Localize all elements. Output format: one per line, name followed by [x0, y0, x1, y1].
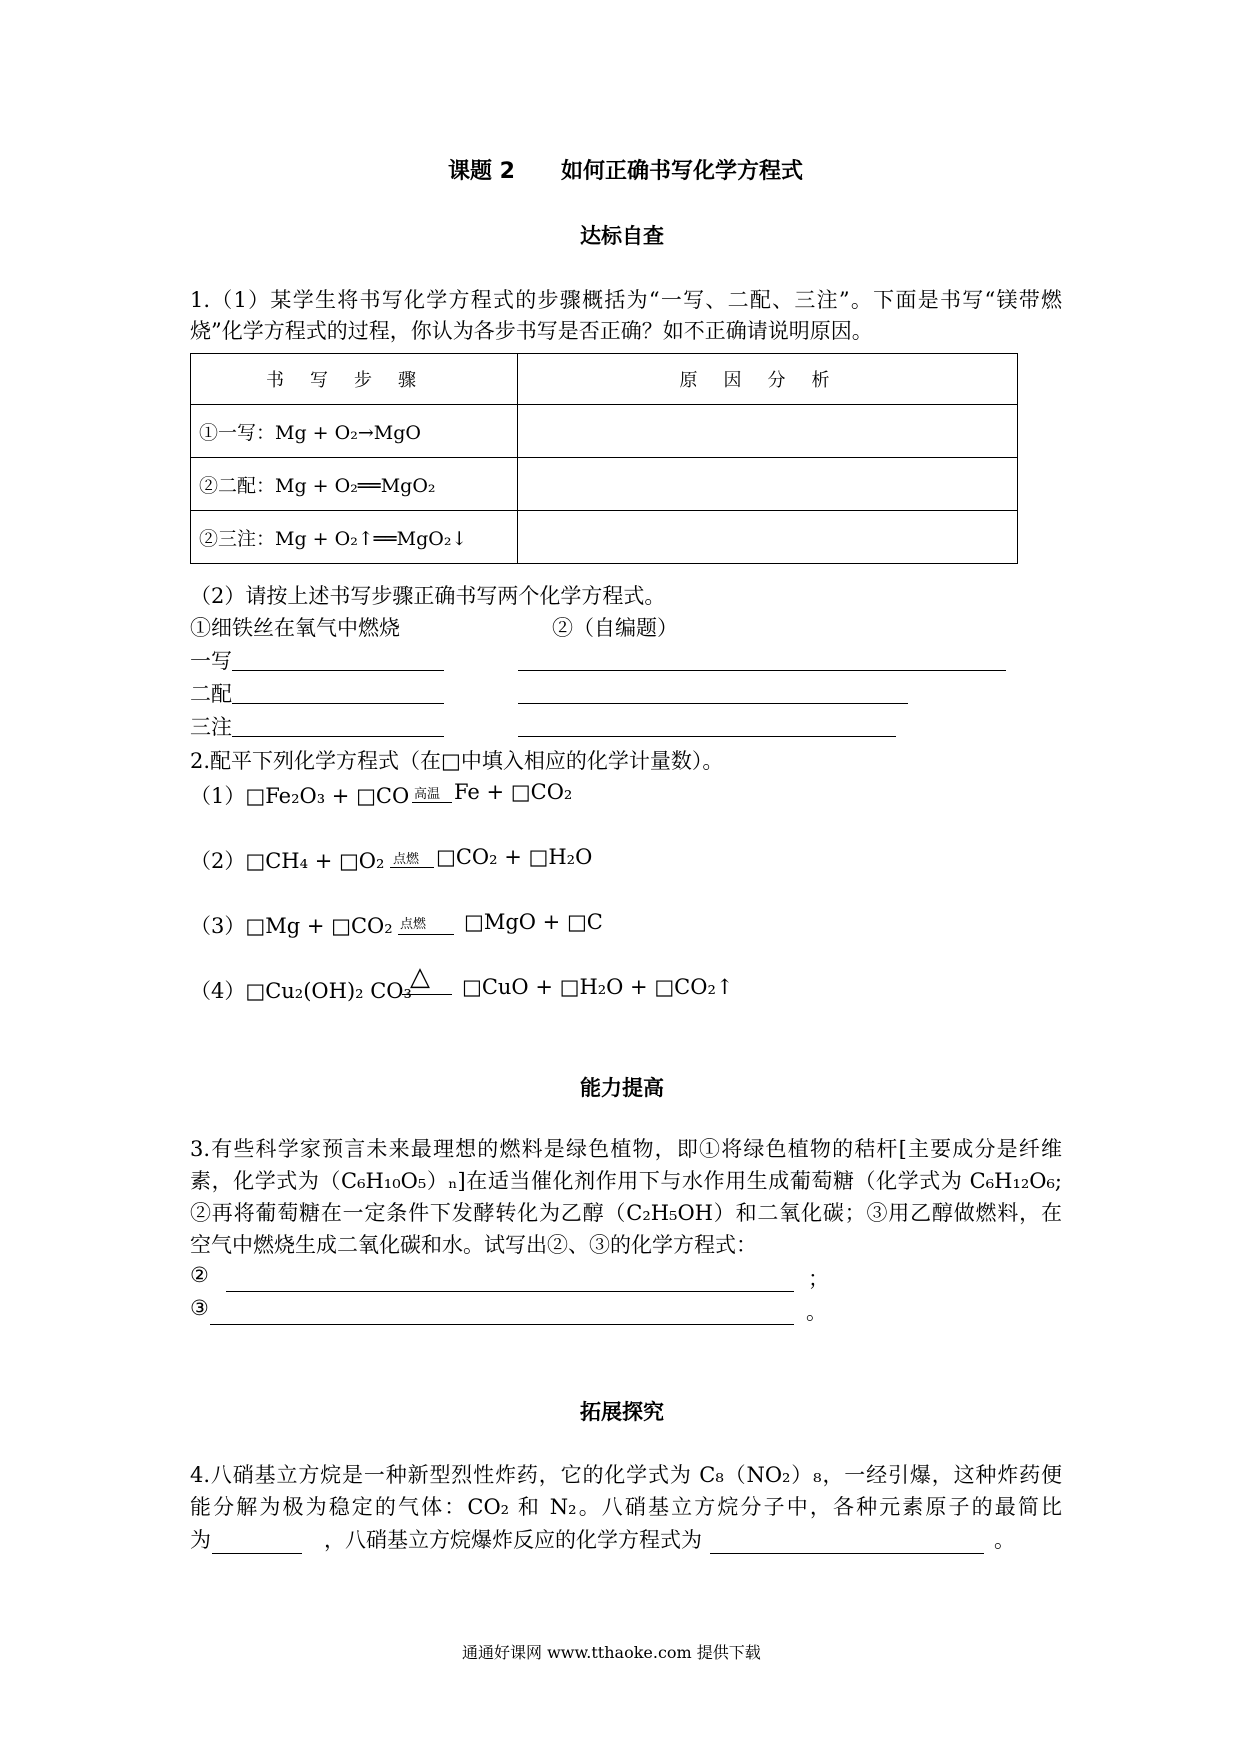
footer-text: 通通好课网 www.tthaoke.com 提供下载 [462, 1643, 761, 1662]
step-label: ②二配： [199, 474, 276, 497]
answer-line[interactable] [232, 736, 444, 737]
header-steps: 书写步骤 [191, 354, 518, 405]
reaction-arrow [390, 867, 434, 868]
equation-number: （1） [190, 784, 246, 808]
step-cell [191, 458, 518, 511]
equation-row [190, 910, 393, 940]
q1-line-1: 1.（1）某学生将书写化学方程式的步骤概括为“一写、二配、三注”。下面是书写“镁带燃 [190, 288, 1062, 312]
equation-number: （2） [190, 849, 246, 873]
q3-answer-3-end: 。 [806, 1300, 827, 1324]
answer-line[interactable] [212, 1553, 302, 1554]
q2-intro: 2.配平下列化学方程式（在□中填入相应的化学计量数）。 [190, 749, 724, 773]
header-analysis: 原因分析 [518, 354, 1018, 405]
step-equation: Mg + O₂══MgO₂ [275, 474, 436, 497]
q4-line-1: 4.八硝基立方烷是一种新型烈性炸药，它的化学式为 C₈（NO₂）₈，一经引爆，这种炸药便 [190, 1463, 1062, 1487]
analysis-cell[interactable] [518, 511, 1018, 564]
q3-answer-3-label: ③ [190, 1296, 209, 1320]
blank-label-annotate: 三注 [190, 715, 232, 739]
table-header-row [191, 354, 1018, 405]
q4-line-3-end: 。 [994, 1528, 1015, 1552]
equation-number: （3） [190, 914, 246, 938]
table-row [191, 458, 1018, 511]
equation-row [190, 780, 409, 810]
equation-row [190, 975, 412, 1005]
q1-sub-2: ②（自编题） [552, 616, 678, 640]
answer-line[interactable] [710, 1553, 984, 1554]
equation-right: □MgO + □C [464, 910, 603, 934]
equation-right: □CuO + □H₂O + □CO₂↑ [462, 975, 734, 999]
section-heading-extension: 拓展探究 [580, 1400, 664, 1424]
q1-line-2: 烧”化学方程式的过程，你认为各步书写是否正确？如不正确请说明原因。 [190, 319, 873, 343]
equation-right: □CO₂ + □H₂O [436, 845, 593, 869]
q3-line-1: 3.有些科学家预言未来最理想的燃料是绿色植物，即①将绿色植物的秸杆[主要成分是纤维 [190, 1137, 1062, 1161]
table-row [191, 511, 1018, 564]
analysis-cell[interactable] [518, 458, 1018, 511]
q3-answer-2-end: ； [808, 1267, 829, 1291]
heat-condition: △ [410, 962, 430, 992]
blank-label-balance: 二配 [190, 682, 232, 706]
q3-answer-2-label: ② [190, 1263, 209, 1287]
analysis-cell[interactable] [518, 405, 1018, 458]
answer-line[interactable] [518, 703, 908, 704]
section-heading-self-check: 达标自查 [580, 224, 664, 248]
q4-line-3-middle: ，八硝基立方烷爆炸反应的化学方程式为 [324, 1528, 702, 1552]
section-heading-ability: 能力提高 [580, 1076, 664, 1100]
equation-number: （4） [190, 979, 246, 1003]
reaction-condition: 点燃 [400, 917, 427, 932]
q3-line-3: ②再将葡萄糖在一定条件下发酵转化为乙醇（C₂H₅OH）和二氧化碳；③用乙醇做燃料，在 [190, 1201, 1062, 1225]
q1-part-2: （2）请按上述书写步骤正确书写两个化学方程式。 [190, 584, 666, 608]
answer-line[interactable] [226, 1291, 794, 1292]
equation-left: □Cu₂(OH)₂ CO₃ [245, 979, 412, 1003]
answer-line[interactable] [210, 1324, 794, 1325]
step-cell [191, 511, 518, 564]
q4-line-3-start: 为 [190, 1528, 211, 1552]
equation-row [190, 845, 384, 875]
page-title-number: 课题 2 [448, 159, 515, 184]
reaction-arrow [402, 994, 452, 995]
page-title: 如何正确书写化学方程式 [561, 159, 804, 184]
step-cell [191, 405, 518, 458]
answer-line[interactable] [232, 703, 444, 704]
reaction-condition: 高温 [414, 787, 441, 802]
step-equation: Mg + O₂→MgO [275, 421, 421, 444]
equation-left: □Fe₂O₃ + □CO [245, 784, 410, 808]
q3-line-2: 素，化学式为（C₆H₁₀O₅）ₙ]在适当催化剂作用下与水作用生成葡萄糖（化学式为 C₆H₁₂O₆; [190, 1169, 1062, 1193]
reaction-arrow [412, 802, 452, 803]
equation-left: □CH₄ + □O₂ [245, 849, 385, 873]
answer-line[interactable] [518, 670, 1006, 671]
q3-line-4: 空气中燃烧生成二氧化碳和水。试写出②、③的化学方程式： [190, 1233, 757, 1257]
step-equation: Mg + O₂↑══MgO₂↓ [275, 527, 468, 550]
q4-line-2: 能分解为极为稳定的气体：CO₂ 和 N₂。八硝基立方烷分子中，各种元素原子的最简比 [190, 1495, 1062, 1519]
answer-line[interactable] [232, 670, 444, 671]
table-row [191, 405, 1018, 458]
equation-left: □Mg + □CO₂ [245, 914, 393, 938]
step-label: ①一写： [199, 421, 276, 444]
equation-right: Fe + □CO₂ [454, 780, 573, 804]
step-label: ②三注： [199, 527, 276, 550]
steps-table [190, 353, 1018, 564]
blank-label-write: 一写 [190, 649, 232, 673]
reaction-condition: 点燃 [393, 852, 420, 867]
answer-line[interactable] [518, 736, 896, 737]
q1-sub-1: ①细铁丝在氧气中燃烧 [190, 616, 400, 640]
reaction-arrow [398, 934, 454, 935]
